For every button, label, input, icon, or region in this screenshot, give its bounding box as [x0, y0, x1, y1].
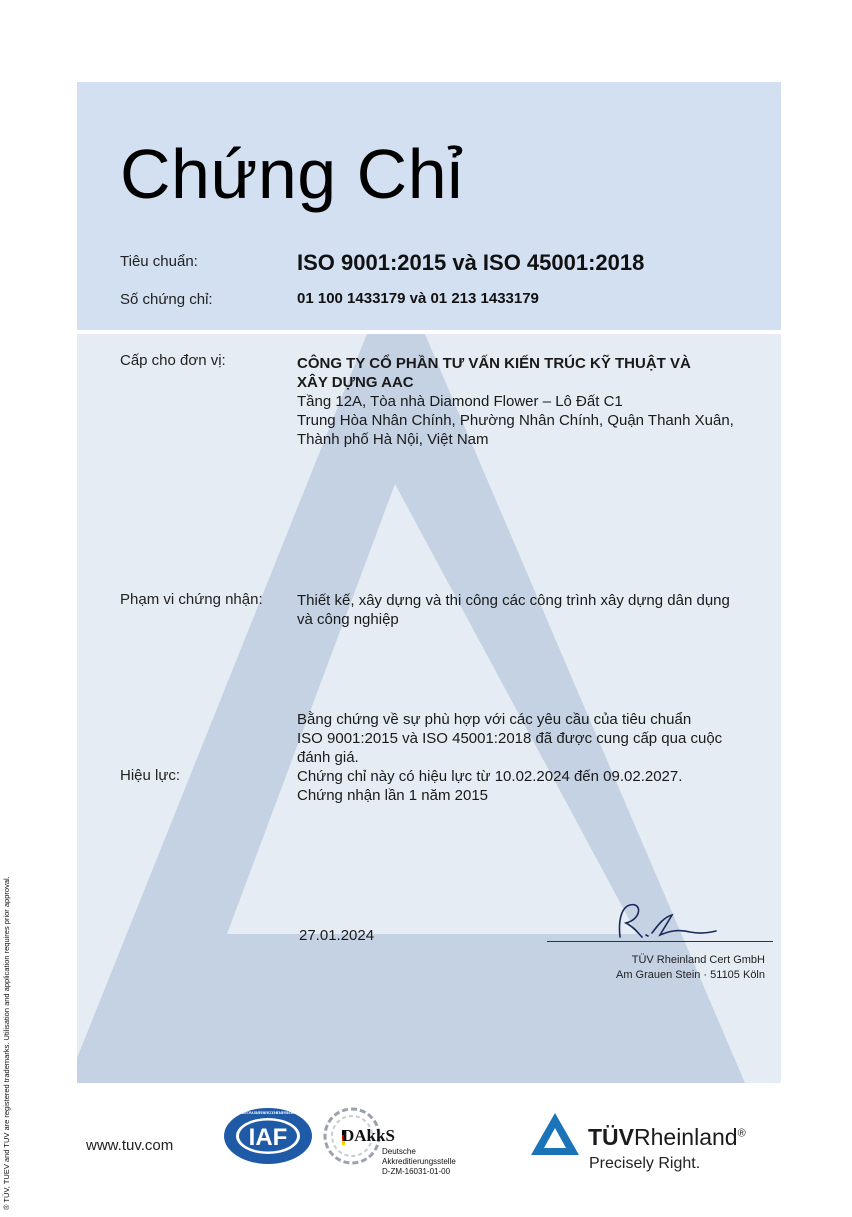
certificate-title: Chứng Chỉ	[120, 135, 464, 213]
holder-name-line1: CÔNG TY CỔ PHẦN TƯ VẤN KIẾN TRÚC KỸ THUẬT VÀ	[297, 355, 691, 372]
signature-line	[547, 941, 773, 942]
tuv-brand-bold: TÜV	[588, 1124, 634, 1150]
holder-address-line1: Tầng 12A, Tòa nhà Diamond Flower – Lô Đất C1	[297, 393, 623, 410]
certificate-header	[77, 82, 781, 330]
issuer-address: Am Grauen Stein · 51105 Köln	[616, 969, 765, 981]
iaf-ring-text: MEMBER OF MULTILATERAL RECOGNITION ARRANGEMENT	[236, 1110, 300, 1115]
tuv-triangle-logo-icon	[530, 1112, 580, 1156]
evidence-block	[297, 710, 777, 805]
holder-name-line2: XÂY DỰNG AAC	[297, 374, 414, 391]
issue-date: 27.01.2024	[299, 927, 375, 944]
dakks-text	[382, 1147, 456, 1177]
validity-line2: Chứng nhận lần 1 năm 2015	[297, 787, 489, 804]
tuv-registered-mark: ®	[737, 1127, 746, 1140]
certificate-number-label: Số chứng chỉ:	[120, 291, 213, 308]
validity-label: Hiệu lực:	[120, 767, 181, 784]
dakks-name: DAkkS	[342, 1126, 395, 1145]
evidence-line2: ISO 9001:2015 và ISO 45001:2018 đã được cung cấp qua cuộc	[297, 730, 723, 747]
standard-label: Tiêu chuẩn:	[120, 253, 198, 270]
iaf-logo-icon	[222, 1106, 314, 1166]
dakks-accreditation-number: D-ZM-16031-01-00	[382, 1167, 451, 1176]
standard-value: ISO 9001:2015 và ISO 45001:2018	[297, 250, 645, 275]
holder-block	[297, 354, 777, 449]
dakks-line2: Akkreditierungsstelle	[382, 1157, 456, 1166]
validity-line1: Chứng chỉ này có hiệu lực từ 10.02.2024 đến 09.02.2027.	[297, 768, 683, 785]
tuv-slogan: Precisely Right.	[589, 1155, 701, 1172]
dakks-line1: Deutsche	[382, 1147, 416, 1156]
website-link[interactable]: www.tuv.com	[86, 1137, 174, 1154]
holder-address-line3: Thành phố Hà Nội, Việt Nam	[297, 431, 489, 448]
certificate-body	[77, 334, 781, 1083]
scope-label: Phạm vi chứng nhận:	[120, 591, 263, 608]
issuer	[616, 953, 765, 983]
issuer-name: TÜV Rheinland Cert GmbH	[631, 954, 765, 966]
holder-label: Cấp cho đơn vị:	[120, 352, 226, 369]
holder-address-line2: Trung Hòa Nhân Chính, Phường Nhân Chính, Quận Thanh Xuân,	[297, 412, 734, 429]
iaf-logo-text: IAF	[248, 1124, 288, 1151]
trademark-note: ® TÜV, TUEV and TUV are registered trademarks. Utilisation and application requires prior approval.	[2, 876, 11, 1210]
tuv-brand-rest: Rheinland	[634, 1124, 738, 1150]
scope-line1: Thiết kế, xây dựng và thi công các công trình xây dựng dân dụng	[297, 592, 730, 609]
certificate-number-value: 01 100 1433179 và 01 213 1433179	[297, 290, 539, 307]
scope-block	[297, 591, 777, 629]
evidence-line3: đánh giá.	[297, 749, 359, 766]
scope-line2: và công nghiệp	[297, 611, 399, 628]
signature-icon	[612, 899, 722, 944]
tuv-brand	[588, 1124, 746, 1151]
evidence-line1: Bằng chứng về sự phù hợp với các yêu cầu của tiêu chuẩn	[297, 711, 692, 728]
